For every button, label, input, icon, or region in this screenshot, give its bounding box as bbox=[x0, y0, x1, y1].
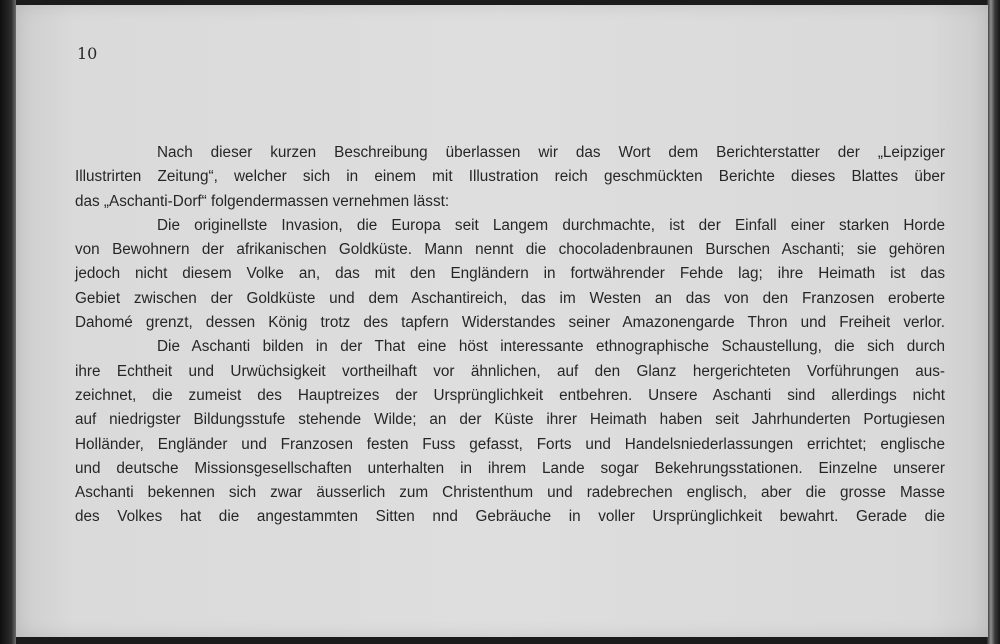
text-line: ihre Echtheit und Urwüchsigkeit vortheilhaft vor ähnlichen, auf den Glanz hergerichteten Vorführungen aus- bbox=[75, 362, 945, 380]
text-line: Illustrirten Zeitung“, welcher sich in einem mit Illustration reich geschmückten Berichte dieses Blattes über bbox=[75, 168, 945, 186]
text-line: und deutsche Missionsgesellschaften unterhalten in ihrem Lande sogar Bekehrungsstationen. Einzelne unserer bbox=[75, 459, 945, 477]
text-line: auf niedrigster Bildungsstufe stehende Wilde; an der Küste ihrer Heimath haben seit Jahrhunderten Portugiesen bbox=[75, 411, 945, 429]
scan-left-edge bbox=[0, 0, 16, 644]
text-line: Die Aschanti bilden in der That eine höst interessante ethnographische Schaustellung, die sich durch bbox=[157, 338, 945, 356]
text-line: jedoch nicht diesem Volke an, das mit den Engländern in fortwährender Fehde lag; ihre Heimath ist das bbox=[75, 265, 945, 283]
text-line: Dahomé grenzt, dessen König trotz des tapfern Widerstandes seiner Amazonengarde Thron und Freiheit verlor. bbox=[75, 314, 945, 332]
text-line: von Bewohnern der afrikanischen Goldküste. Mann nennt die chocoladenbraunen Burschen Aschanti; sie gehören bbox=[75, 241, 945, 259]
body-text bbox=[75, 141, 945, 530]
page-number: 10 bbox=[77, 44, 98, 63]
text-line: des Volkes hat die angestammten Sitten nnd Gebräuche in voller Ursprünglichkeit bewahrt. Gerade die bbox=[75, 508, 945, 526]
text-line: das „Aschanti-Dorf“ folgendermassen vernehmen lässt: bbox=[75, 192, 450, 210]
text-line: Holländer, Engländer und Franzosen festen Fuss gefasst, Forts und Handelsniederlassungen errichtet; englische bbox=[75, 435, 945, 453]
book-spine-edge bbox=[987, 0, 1000, 644]
text-line: zeichnet, die zumeist des Hauptreizes der Ursprünglichkeit entbehren. Unsere Aschanti sind allerdings nicht bbox=[75, 386, 945, 404]
text-line: Aschanti bekennen sich zwar äusserlich zum Christenthum und radebrechen englisch, aber die grosse Masse bbox=[75, 484, 945, 502]
text-line: Gebiet zwischen der Goldküste und dem Aschantireich, das im Westen an das von den Franzosen eroberte bbox=[75, 289, 945, 307]
text-line: Nach dieser kurzen Beschreibung überlassen wir das Wort dem Berichterstatter der „Leipziger bbox=[157, 144, 945, 161]
text-line: Die originellste Invasion, die Europa seit Langem durchmachte, ist der Einfall einer starken Horde bbox=[157, 216, 945, 234]
